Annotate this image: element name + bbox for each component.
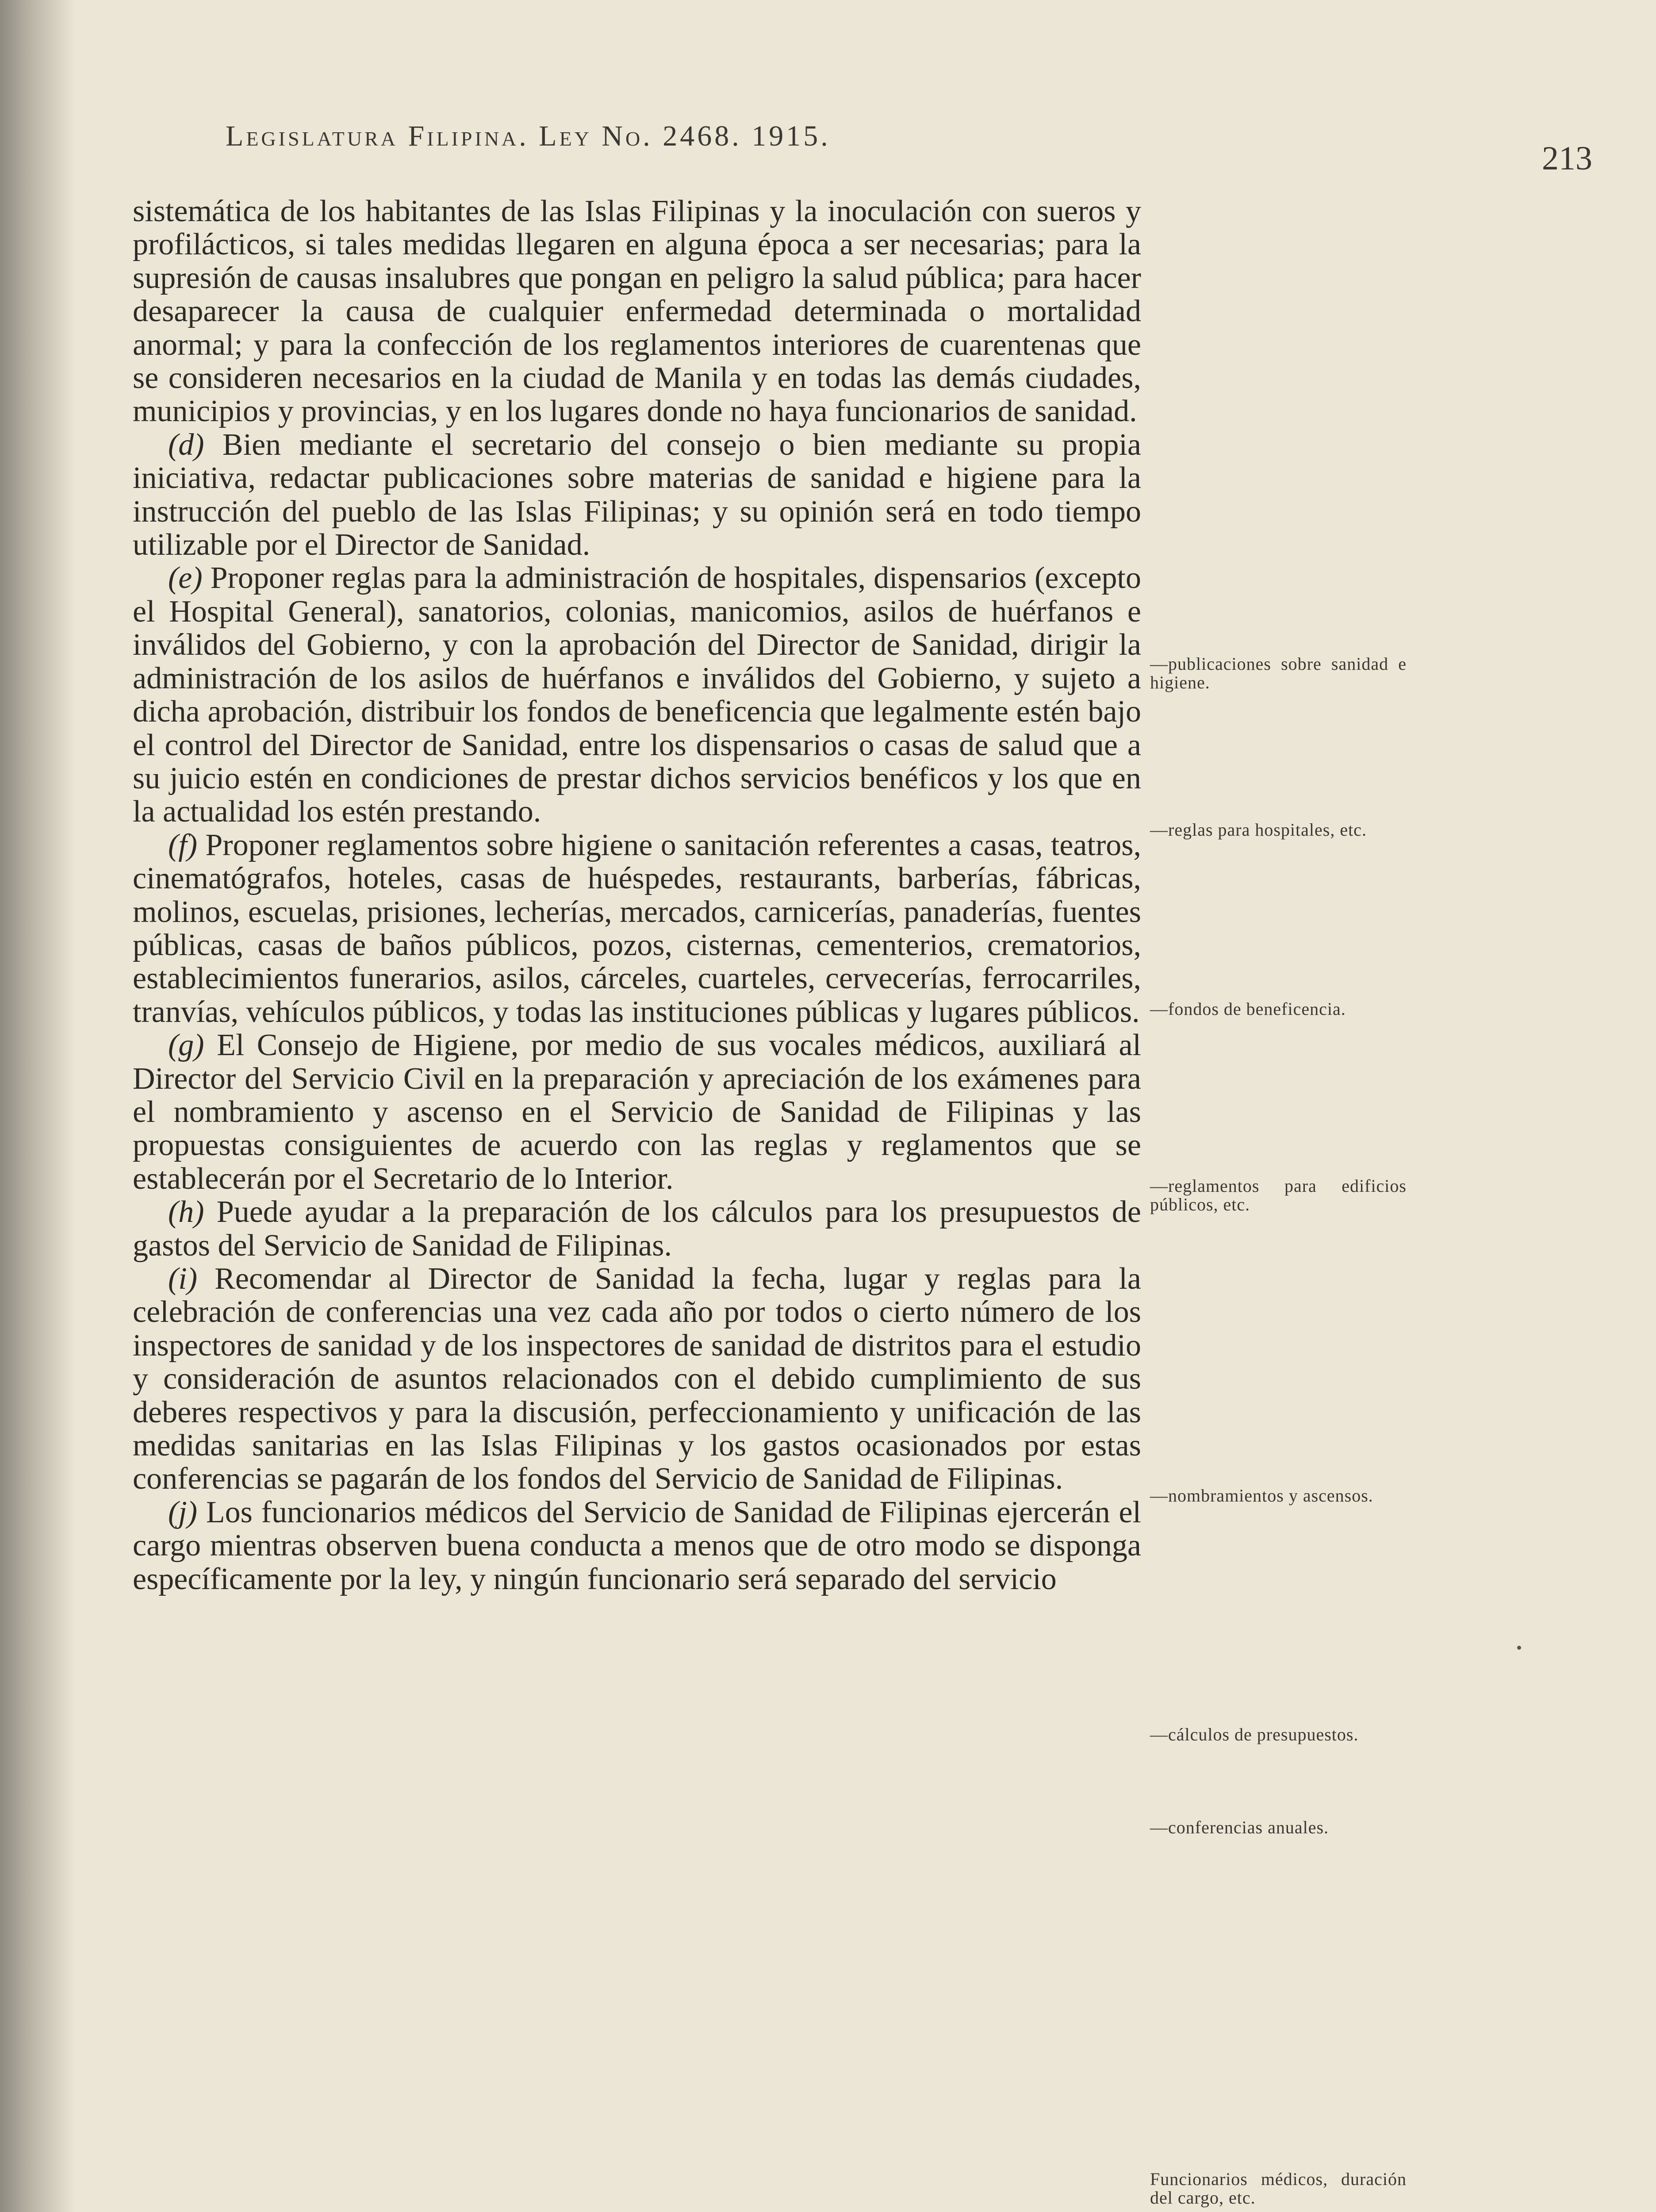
paragraph-continued: sistemática de los habitantes de las Islas Filipinas y la inoculación con sueros y profilácticos, si tales medidas llegaren en alguna época a ser necesarias; para la supresión de causas insalubres que pongan en peligro la salud pública; para hacer desaparecer la causa de cualquier enfermedad determinada o mortalidad anormal; y para la confección de los reglamentos interiores de cuarentenas que se consideren necesarios en la ciudad de Manila y en todas las demás ciudades, municipios y provincias, y en los lugares donde no haya funcionarios de sanidad. — [133, 194, 1141, 429]
subsection-letter: (g) — [168, 1028, 204, 1063]
paragraph-g: (g) El Consejo de Higiene, por medio de sus vocales médicos, auxiliará al Director del Servicio Civil en la preparación y apreciación de los exámenes para el nombramiento y ascenso en el Servicio de Sanidad de Filipinas y las propuestas consiguientes de acuerdo con las reglas y reglamentos que se establecerán por el Secretario de lo Interior. — [133, 1028, 1142, 1196]
margin-note: —reglamentos para edificios públicos, etc. — [1150, 1176, 1407, 1214]
body-text — [133, 195, 1141, 1596]
paragraph-d: (d) Bien mediante el secretario del consejo o bien mediante su propia iniciativa, redactar publicaciones sobre materias de sanidad e higiene para la instrucción del pueblo de las Islas Filipinas; y su opinión será en todo tiempo utilizable por el Director de Sanidad. — [133, 427, 1141, 562]
margin-note: Funcionarios médicos, duración del cargo, etc. — [1150, 2169, 1407, 2208]
subsection-letter: (j) — [168, 1495, 198, 1529]
subsection-letter: (i) — [168, 1262, 198, 1296]
margin-note: —fondos de beneficencia. — [1150, 999, 1346, 1019]
running-head: Legislatura Filipina. Ley No. 2468. 1915. — [226, 120, 831, 152]
subsection-letter: (f) — [168, 828, 198, 862]
margin-note: —publicaciones sobre sanidad e higiene. — [1150, 654, 1407, 692]
paragraph-h: (h) Puede ayudar a la preparación de los cálculos para los presupuestos de gastos del Servicio de Sanidad de Filipinas. — [133, 1195, 1142, 1263]
subsection-letter: (d) — [168, 427, 204, 462]
print-speck — [1517, 1646, 1521, 1650]
subsection-letter: (e) — [168, 561, 203, 595]
document-page — [133, 106, 1592, 2212]
paragraph-i: (i) Recomendar al Director de Sanidad la fecha, lugar y reglas para la celebración de conferencias una vez cada año por todos o cierto número de los inspectores de sanidad y de los inspectores de sanidad de distritos para el estudio y consideración de asuntos relacionados con el debido cumplimiento de sus deberes respectivos y para la discusión, perfeccionamiento y unificación de las medidas sanitarias en las Islas Filipinas y los gastos ocasionados por estas conferencias se pagarán de los fondos del Servicio de Sanidad de Filipinas. — [133, 1262, 1142, 1496]
paragraph-f: (f) Proponer reglamentos sobre higiene o sanitación referentes a casas, teatros, cinematógrafos, hoteles, casas de huéspedes, restaurants, barberías, fábricas, molinos, escuelas, prisiones, lecherías, mercados, carnicerías, panaderías, fuentes públicas, casas de baños públicos, pozos, cisternas, cementerios, crematorios, establecimientos funerarios, asilos, cárceles, cuarteles, cervecerías, ferrocarriles, tranvías, vehículos públicos, y todas las instituciones públicas y lugares públicos. — [133, 828, 1141, 1029]
paragraph-e: (e) Proponer reglas para la administración de hospitales, dispensarios (excepto el Hospital General), sanatorios, colonias, manicomios, asilos de huérfanos e inválidos del Gobierno, y con la aprobación del Director de Sanidad, dirigir la administración de los asilos de huérfanos e inválidos del Gobierno, y sujeto a dicha aprobación, distribuir los fondos de beneficencia que legalmente estén bajo el control del Director de Sanidad, entre los dispensarios o casas de salud que a su juicio estén en condiciones de prestar dichos servicios benéficos y los que en la actualidad los estén prestando. — [133, 561, 1141, 829]
page-number: 213 — [1542, 140, 1592, 177]
margin-note: —reglas para hospitales, etc. — [1150, 820, 1367, 840]
subsection-letter: (h) — [168, 1195, 204, 1229]
book-gutter-shadow — [0, 0, 75, 2212]
margin-note: —conferencias anuales. — [1150, 1817, 1329, 1837]
margin-note: —cálculos de presupuestos. — [1150, 1724, 1359, 1744]
margin-note: —nombramientos y ascensos. — [1150, 1486, 1373, 1505]
paragraph-j: (j) Los funcionarios médicos del Servicio de Sanidad de Filipinas ejercerán el cargo mientras observen buena conducta a menos que de otro modo se disponga específicamente por la ley, y ningún funcionario será separado del servicio — [133, 1495, 1142, 1596]
